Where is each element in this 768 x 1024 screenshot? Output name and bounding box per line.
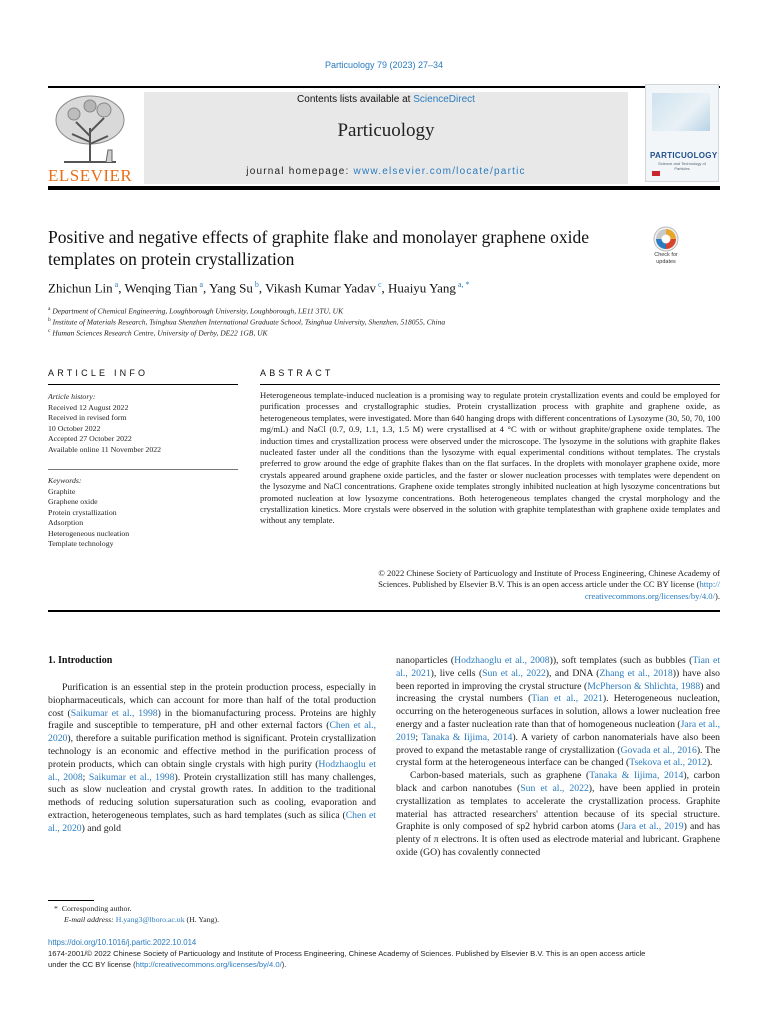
affiliation-c: $^c$ Human Sciences Research Centre, University of Derby, DE22 1GB, UK — [48, 328, 268, 338]
ref-link[interactable]: Sun et al., 2022 — [520, 782, 589, 794]
author-affiliation-mark[interactable]: a — [197, 280, 204, 289]
intro-left-column — [48, 682, 376, 836]
ref-link[interactable]: Saikumar et al., 1998 — [70, 707, 158, 719]
affiliation-b: $^b$ Institute of Materials Research, Tsinghua Shenzhen International Graduate School, Tsinghua University, Shenzhen, 518055, China — [48, 317, 446, 327]
author-name[interactable]: Huaiyu Yang — [388, 280, 456, 296]
article-info-rule — [48, 384, 238, 385]
footnote: * Corresponding author. E-mail address: H.yang3@lboro.ac.uk (H. Yang). — [54, 904, 220, 924]
author-affiliation-mark[interactable]: a — [112, 280, 119, 289]
journal-cover-thumbnail[interactable] — [645, 84, 719, 182]
intro-paragraph: Carbon-based materials, such as graphene (Tanaka & Iijima, 2014), carbon black and carbon nanotubes (Sun et al., 2022), have been applied in protein crystallization as templates to accelerate the crystallization process. Graphite material has attracted researchers' attention because of its special structure. Graphite is only composed of sp2 hybrid carbon atoms (Jara et al., 2019) and has plenty of π electrons. It is often used as electrode material and lubricant. Graphene oxide (GO) has covalently connected — [396, 770, 720, 858]
ref-link[interactable]: Chen et al., 2020 — [48, 720, 376, 745]
author-affiliation-mark[interactable]: a, * — [455, 280, 470, 289]
ref-link[interactable]: Govada et al., 2016 — [620, 744, 697, 756]
history-item: Received in revised form — [48, 413, 127, 422]
ref-link[interactable]: Zhang et al., 2018 — [599, 667, 673, 679]
ref-link[interactable]: Tanaka & Iijima, 2014 — [421, 731, 513, 743]
author-name[interactable]: Zhichun Lin — [48, 280, 113, 296]
ref-link[interactable]: Jara et al., 2019 — [396, 718, 720, 743]
history-item: 10 October 2022 — [48, 423, 101, 433]
article-history — [48, 392, 238, 455]
elsevier-wordmark: ELSEVIER — [48, 166, 133, 185]
keyword: Protein crystallization — [48, 507, 117, 517]
section-heading: 1. Introduction — [48, 655, 113, 666]
abstract-rule — [260, 384, 720, 385]
cc-license-link[interactable]: http:// — [699, 579, 720, 590]
history-item: Received 12 August 2022 — [48, 402, 129, 412]
keyword: Graphite — [48, 486, 76, 496]
contents-line — [144, 94, 628, 105]
abstract-heading: ABSTRACT — [260, 368, 334, 378]
license-link[interactable]: http://creativecommons.org/licenses/by/4.0/ — [135, 959, 282, 969]
doi-link[interactable]: https://doi.org/10.1016/j.partic.2022.10.014 — [48, 938, 197, 947]
abstract-copyright: © 2022 Chinese Society of Particuology and Institute of Process Engineering, Chinese Academy of Sciences. Published by Elsevier B.V. This is an open access article under the CC BY license (http:// creativecommons.org/licenses/by/4.0/). — [378, 568, 720, 601]
cover-subtitle: Science and Technology of Particles — [658, 161, 706, 171]
ref-link[interactable]: Jara et al., 2019 — [620, 821, 684, 833]
author-email-link[interactable]: H.yang3@lboro.ac.uk — [115, 915, 185, 924]
cover-image — [652, 93, 710, 131]
ref-link[interactable]: Tanaka & Iijima, 2014 — [589, 770, 684, 782]
keywords — [48, 476, 238, 550]
header-rule-bottom — [48, 186, 720, 190]
author-name[interactable]: Wenqing Tian — [124, 280, 198, 296]
keyword: Heterogeneous nucleation — [48, 528, 130, 538]
keyword: Graphene oxide — [48, 497, 98, 506]
contents-prefix: Contents lists available at — [297, 94, 411, 105]
intro-right-column — [396, 655, 720, 860]
ref-link[interactable]: Sun et al., 2022 — [482, 667, 546, 679]
keywords-rule — [48, 469, 238, 470]
ref-link[interactable]: Chen et al., 2020 — [48, 809, 376, 834]
journal-citation[interactable]: Particuology 79 (2023) 27–34 — [324, 60, 444, 70]
intro-paragraph: Purification is an essential step in the protein production process, especially in biopharmaceuticals, which can account for more than half of the total production cost (Saikumar et al., 1998) in the biomanufacturing process. Proteins are highly fragile and susceptible to temperature, pH and other external factors (Chen et al., 2020), therefore a suitable purification method is significant. Protein crystallization technology is an economic and effective method in the purification process of protein products, which can obtain single crystals with high purity (Hodzhaoglu et al., 2008; Saikumar et al., 1998). Protein crystallization still has many challenges, such as slow nucleation and crystal growth rates. In addition to the traditional methods of reducing solution supersaturation such as cooling, evaporation and extraction, heterogeneous templates, such as hard templates (such as silica (Chen et al., 2020) and gold — [48, 682, 376, 834]
journal-homepage — [144, 166, 628, 177]
author-affiliation-mark[interactable]: b — [252, 280, 259, 289]
ref-link[interactable]: Hodzhaoglu et al., 2008 — [454, 655, 550, 666]
cover-flag-icon — [652, 171, 660, 176]
footnote-rule — [48, 900, 94, 901]
keywords-label: Keywords: — [48, 476, 82, 485]
license-notice: 1674-2001/© 2022 Chinese Society of Particuology and Institute of Process Engineering, Chinese Academy of Sciences. Published by Elsevier B.V. This is an open access article under the CC BY license (http://creativecommons.org/licenses/by/4.0/). — [48, 949, 646, 969]
history-label: Article history: — [48, 392, 96, 401]
author-list: Zhichun Lin $^a$, Wenqing Tian $^a$, Yang Su $^b$, Vikash Kumar Yadav $^c$, Huaiyu Yang $^{a, *}$ — [48, 280, 470, 296]
author-name[interactable]: Vikash Kumar Yadav — [265, 280, 376, 296]
ref-link[interactable]: Tsekova et al., 2012 — [629, 757, 707, 769]
check-for-updates-icon — [646, 226, 686, 252]
author-name[interactable]: Yang Su — [209, 280, 253, 296]
ref-link[interactable]: Saikumar et al., 1998 — [88, 771, 175, 783]
journal-name: Particuology — [337, 120, 435, 141]
history-item: Available online 11 November 2022 — [48, 444, 162, 454]
ref-link[interactable]: Tian et al., 2021 — [531, 693, 603, 705]
keyword: Adsorption — [48, 518, 84, 527]
check-for-updates-label: Check for updates — [654, 252, 678, 265]
article-title: Positive and negative effects of graphite flake and monolayer graphene oxide templates on protein crystallization — [48, 227, 590, 269]
homepage-link[interactable]: www.elsevier.com/locate/partic — [353, 166, 526, 177]
check-for-updates-badge[interactable] — [646, 226, 686, 250]
homepage-prefix: journal homepage: — [246, 166, 350, 177]
sciencedirect-link[interactable]: ScienceDirect — [413, 94, 475, 105]
article-info-heading: ARTICLE INFO — [48, 368, 149, 378]
ref-link[interactable]: McPherson & Shlichta, 1988 — [587, 680, 701, 692]
cover-title: PARTICUOLOGY — [650, 151, 718, 160]
keyword: Template technology — [48, 539, 114, 548]
ref-link[interactable]: Hodzhaoglu et al., 2008 — [48, 758, 376, 783]
history-item: Accepted 27 October 2022 — [48, 434, 132, 443]
abstract-bottom-rule — [48, 610, 720, 612]
author-affiliation-mark[interactable]: c — [375, 280, 382, 289]
intro-paragraph: nanoparticles (Hodzhaoglu et al., 2008)), soft templates (such as bubbles (Tian et al., 2021), live cells (Sun et al., 2022), and DNA (Zhang et al., 2018)) have also been reported in improving the crystal structure (McPherson & Shlichta, 1988) and increasing the crystal numbers (Tian et al., 2021). Heterogeneous nucleation, occurring on the heterogeneous surfaces in solution, allows a lower nucleation free energy and a faster nucleation rate than that of homogeneous nucleation (Jara et al., 2019; Tanaka & Iijima, 2014). A variety of carbon nanomaterials have also been proved to expand the metastable range of crystallization (Govada et al., 2016). The crystal form at the heterogeneous interface can be changed (Tsekova et al., 2012). — [396, 655, 721, 769]
header-rule-top — [48, 86, 720, 88]
abstract-text: Heterogeneous template-induced nucleation is a promising way to regulate protein crystallization events and could be employed for purification processes and crystallographic studies. Protein crystallization process with graphite and graphene oxide, as heterogeneous templates, were investigated. More than 640 hanging drops with different concentrations of Lysozyme (30, 50, 70, 100 mg/mL) and NaCl (0.7, 0.9, 1.1, 1.3, 1.5 M) were crystallised at 4 °C with or without graphite/graphene oxide templates. The induction times and crystallization process were observed under the microscope. The lysozyme in the solutions with graphite flakes nucleated faster under all the conditions than the lysozyme with equal experimental conditions without templates. The crystals preferred to grow around the edge of graphite flakes than on the flat surfaces. In the droplets with monolayer graphene oxide, more crystals appeared around graphene oxide particles, and the faster or slower nucleation processes with templates were dependent on the lysozyme and NaCl concentrations. Graphene oxide templates strongly inhibited nucleation at high lysozyme concentrations but promoted nucleation at low lysozyme concentrations. Both heterogeneous templates changed the crystal morphology and the crystallization kinetics. More crystals were observed in the solution with graphite templatesthan with graphene oxide templates and without any template. — [260, 390, 720, 526]
cc-license-link[interactable]: creativecommons.org/licenses/by/4.0/ — [584, 590, 715, 601]
ref-link[interactable]: Tian et al., 2021 — [396, 655, 721, 679]
affiliation-a: $^a$ Department of Chemical Engineering, Loughborough University, Loughborough, LE11 3TU, UK — [48, 306, 344, 316]
